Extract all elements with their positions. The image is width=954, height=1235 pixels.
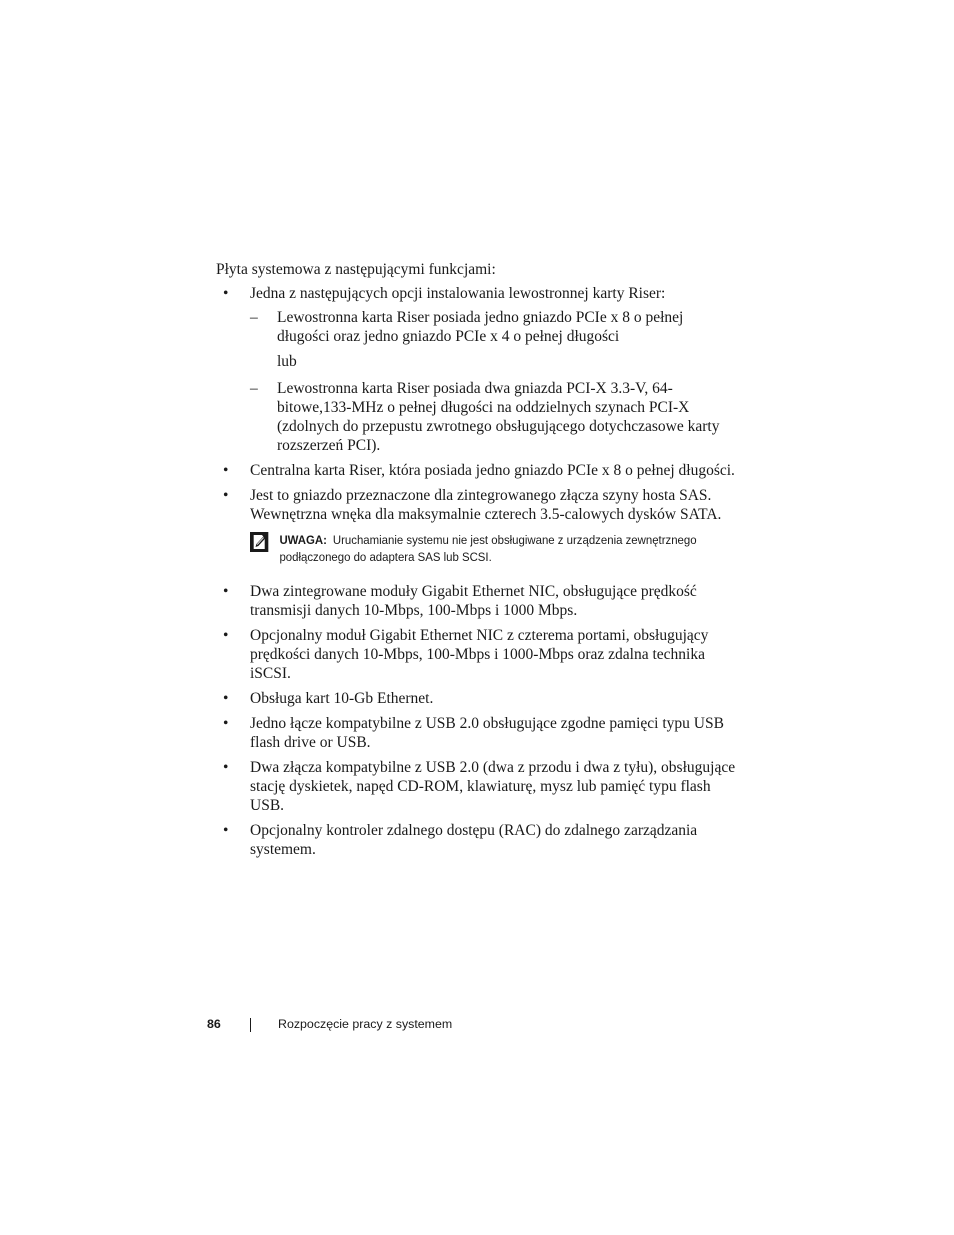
list-item-text: Opcjonalny moduł Gigabit Ethernet NIC z czterema portami, obsługujący prędkości danych 10-Mbps, 100-Mbps i 1000-Mbps oraz zdalna technika iSCSI.: [250, 627, 709, 682]
sub-item: [250, 379, 736, 455]
note-label: UWAGA:: [279, 533, 327, 547]
list-item-text: Obsługa kart 10-Gb Ethernet.: [250, 690, 434, 707]
bullet: •: [223, 690, 229, 707]
bullet: •: [223, 627, 229, 644]
bullet: •: [223, 462, 229, 479]
intro-paragraph: Płyta systemowa z następującymi funkcjami:: [216, 261, 496, 278]
list-item: [216, 284, 736, 455]
note-box: [250, 532, 749, 566]
list-item: [216, 714, 736, 752]
list-item-text: Dwa złącza kompatybilne z USB 2.0 (dwa z przodu i dwa z tyłu), obsługujące stację dyskietek, napęd CD-ROM, klawiaturę, mysz lub pamięć typu flash USB.: [250, 759, 736, 814]
footer-divider: [250, 1018, 251, 1032]
sub-item-text: Lewostronna karta Riser posiada jedno gniazdo PCIe x 8 o pełnej długości oraz jedno gniazdo PCIe x 4 o pełnej długości: [277, 309, 684, 345]
bullet: •: [223, 583, 229, 600]
feature-list: [216, 284, 736, 865]
bullet: •: [223, 285, 229, 302]
bullet: •: [223, 759, 229, 776]
sub-item: [250, 308, 736, 346]
list-item-text: Jedno łącze kompatybilne z USB 2.0 obsługujące zgodne pamięci typu USB flash drive or USB.: [250, 715, 724, 751]
note-text: Uruchamianie systemu nie jest obsługiwane z urządzenia zewnętrznego podłączonego do adaptera SAS lub SCSI.: [279, 533, 697, 564]
list-item: [216, 689, 736, 708]
list-item: [216, 821, 736, 859]
bullet: •: [223, 715, 229, 732]
page-number: 86: [207, 1017, 221, 1031]
list-item-text: Dwa zintegrowane moduły Gigabit Ethernet NIC, obsługujące prędkość transmisji danych 10-Mbps, 100-Mbps i 1000 Mbps.: [250, 583, 697, 619]
list-item-text: Opcjonalny kontroler zdalnego dostępu (RAC) do zdalnego zarządzania systemem.: [250, 822, 698, 858]
list-item: [216, 626, 736, 683]
sub-item-text: Lewostronna karta Riser posiada dwa gniazda PCI-X 3.3-V, 64-bitowe,133-MHz o pełnej długości na oddzielnych szynach PCI-X (zdolnych do przepustu zwrotnego obsługującego dotychczasowe karty rozszerzeń PCI).: [277, 380, 720, 454]
list-item: [216, 461, 736, 480]
dash: –: [250, 380, 258, 397]
footer-chapter-title: Rozpoczęcie pracy z systemem: [278, 1017, 453, 1031]
list-item-text: Jest to gniazdo przeznaczone dla zintegrowanego złącza szyny hosta SAS. Wewnętrzna wnęka dla maksymalnie czterech 3.5-calowych dysków SATA.: [250, 487, 722, 523]
list-item: [216, 486, 736, 566]
list-item: [216, 758, 736, 815]
or-text: lub: [277, 353, 297, 370]
list-item-text: Centralna karta Riser, która posiada jedno gniazdo PCIe x 8 o pełnej długości.: [250, 462, 735, 479]
list-item-text: Jedna z następujących opcji instalowania lewostronnej karty Riser:: [250, 285, 666, 302]
bullet: •: [223, 487, 229, 504]
bullet: •: [223, 822, 229, 839]
list-item: [216, 582, 736, 620]
note-pencil-icon: [250, 532, 268, 552]
dash: –: [250, 309, 258, 326]
